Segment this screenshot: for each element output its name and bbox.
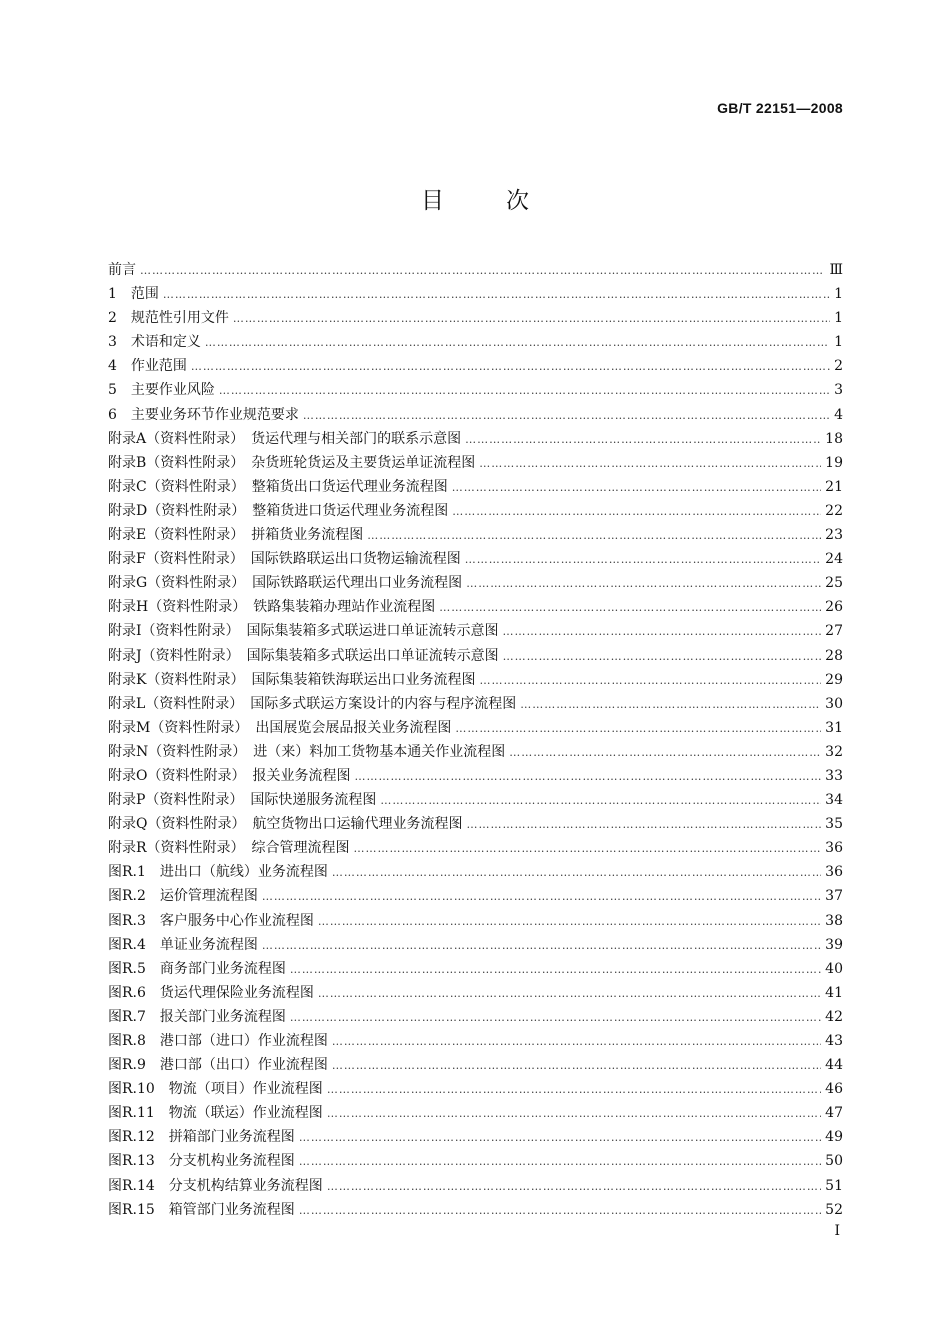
toc-entry[interactable] bbox=[108, 1125, 843, 1149]
toc-leader-dots bbox=[299, 1150, 821, 1174]
toc-leader-dots bbox=[509, 741, 821, 765]
toc-entry-label: 图R.3 客户服务中心作业流程图 bbox=[108, 912, 314, 929]
toc-entry[interactable] bbox=[108, 282, 843, 306]
toc-entry-page: 22 bbox=[825, 502, 843, 519]
toc-entry[interactable] bbox=[108, 668, 843, 692]
toc-entry-page: 28 bbox=[825, 647, 843, 664]
toc-entry-page: 46 bbox=[825, 1081, 843, 1098]
page-title: 目次 bbox=[421, 188, 591, 214]
toc-entry-page: 27 bbox=[825, 623, 843, 640]
toc-leader-dots bbox=[455, 717, 821, 741]
toc-entry-label: 图R.12 拼箱部门业务流程图 bbox=[108, 1129, 295, 1146]
toc-entry-label: 附录A（资料性附录） 货运代理与相关部门的联系示意图 bbox=[108, 430, 462, 447]
toc-entry-page: 2 bbox=[834, 358, 843, 375]
toc-entry-label: 5 主要作业风险 bbox=[108, 382, 215, 399]
toc-entry-page: 44 bbox=[825, 1057, 843, 1074]
toc-entry[interactable] bbox=[108, 788, 843, 812]
toc-entry-page: 50 bbox=[825, 1153, 843, 1170]
toc-entry-page: 19 bbox=[825, 454, 843, 471]
toc-entry-label: 附录G（资料性附录） 国际铁路联运代理出口业务流程图 bbox=[108, 575, 463, 592]
toc-entry-label: 附录B（资料性附录） 杂货班轮货运及主要货运单证流程图 bbox=[108, 454, 476, 471]
toc-entry-page: 30 bbox=[825, 695, 843, 712]
toc-entry-page: 1 bbox=[834, 286, 843, 303]
toc-leader-dots bbox=[380, 789, 821, 813]
toc-entry[interactable] bbox=[108, 981, 843, 1005]
toc-leader-dots bbox=[354, 765, 821, 789]
toc-entry[interactable] bbox=[108, 764, 843, 788]
toc-entry-label: 2 规范性引用文件 bbox=[108, 310, 229, 327]
toc-entry-label: 前言 bbox=[108, 262, 136, 278]
toc-leader-dots bbox=[262, 885, 821, 909]
toc-leader-dots bbox=[466, 572, 821, 596]
toc-entry-label: 图R.8 港口部（进口）作业流程图 bbox=[108, 1033, 328, 1049]
toc-entry[interactable] bbox=[108, 860, 843, 884]
toc-entry-label: 附录M（资料性附录） 出国展览会展品报关业务流程图 bbox=[108, 719, 452, 736]
toc-entry[interactable] bbox=[108, 933, 843, 957]
toc-entry-label: 附录F（资料性附录） 国际铁路联运出口货物运输流程图 bbox=[108, 551, 461, 568]
toc-leader-dots bbox=[205, 331, 830, 355]
toc-entry-label: 附录R（资料性附录） 综合管理流程图 bbox=[108, 840, 350, 857]
toc-leader-dots bbox=[479, 669, 821, 693]
toc-entry-label: 附录D（资料性附录） 整箱货进口货运代理业务流程图 bbox=[108, 502, 449, 519]
toc-entry-page: 23 bbox=[825, 527, 843, 544]
toc-entry-page: 4 bbox=[834, 406, 843, 423]
toc-entry-page: 21 bbox=[825, 478, 843, 495]
toc-entry[interactable] bbox=[108, 1005, 843, 1029]
toc-entry-page: Ⅲ bbox=[829, 262, 843, 278]
toc-leader-dots bbox=[299, 1126, 821, 1150]
toc-entry-page: 43 bbox=[825, 1033, 843, 1049]
toc-entry-label: 图R.1 进出口（航线）业务流程图 bbox=[108, 864, 328, 881]
toc-entry[interactable] bbox=[108, 1053, 843, 1077]
toc-entry-page: 41 bbox=[825, 984, 843, 1001]
toc-entry-label: 附录E（资料性附录） 拼箱货业务流程图 bbox=[108, 527, 364, 544]
toc-leader-dots bbox=[327, 1078, 821, 1102]
toc-entry-page: 51 bbox=[825, 1177, 843, 1194]
toc-leader-dots bbox=[327, 1175, 821, 1199]
toc-entry[interactable] bbox=[108, 1101, 843, 1125]
toc-entry-label: 附录P（资料性附录） 国际快递服务流程图 bbox=[108, 792, 377, 809]
toc-entry[interactable] bbox=[108, 547, 843, 571]
toc-entry-label: 图R.15 箱管部门业务流程图 bbox=[108, 1201, 295, 1218]
toc-leader-dots bbox=[332, 1054, 821, 1078]
toc-entry[interactable] bbox=[108, 595, 843, 619]
toc-leader-dots bbox=[503, 645, 822, 669]
toc-entry[interactable] bbox=[108, 812, 843, 836]
toc-entry-label: 图R.14 分支机构结算业务流程图 bbox=[108, 1177, 323, 1194]
toc-leader-dots bbox=[140, 259, 825, 283]
toc-leader-dots bbox=[354, 837, 822, 861]
toc-leader-dots bbox=[452, 476, 821, 500]
toc-entry[interactable] bbox=[108, 644, 843, 668]
toc-entry-page: 52 bbox=[825, 1201, 843, 1218]
toc-leader-dots bbox=[367, 524, 821, 548]
toc-leader-dots bbox=[290, 958, 821, 982]
toc-entry-page: 36 bbox=[825, 864, 843, 881]
toc-entry[interactable] bbox=[108, 403, 843, 427]
toc-entry-label: 附录Q（资料性附录） 航空货物出口运输代理业务流程图 bbox=[108, 816, 463, 833]
toc-entry-label: 图R.5 商务部门业务流程图 bbox=[108, 960, 286, 977]
toc-entry[interactable] bbox=[108, 884, 843, 908]
toc-entry-label: 附录C（资料性附录） 整箱货出口货运代理业务流程图 bbox=[108, 478, 448, 495]
table-of-contents bbox=[108, 258, 843, 1222]
toc-entry-page: 39 bbox=[825, 936, 843, 953]
toc-entry[interactable] bbox=[108, 619, 843, 643]
toc-entry-page: 38 bbox=[825, 912, 843, 929]
toc-entry-page: 31 bbox=[825, 719, 843, 736]
toc-entry-label: 图R.4 单证业务流程图 bbox=[108, 936, 258, 953]
toc-leader-dots bbox=[465, 428, 821, 452]
toc-entry-page: 26 bbox=[825, 599, 843, 616]
toc-entry-label: 图R.7 报关部门业务流程图 bbox=[108, 1008, 286, 1025]
toc-entry-page: 42 bbox=[825, 1008, 843, 1025]
toc-leader-dots bbox=[299, 1199, 821, 1223]
toc-leader-dots bbox=[163, 283, 830, 307]
toc-entry[interactable] bbox=[108, 740, 843, 764]
toc-entry-label: 附录L（资料性附录） 国际多式联运方案设计的内容与程序流程图 bbox=[108, 695, 517, 712]
toc-entry[interactable] bbox=[108, 1029, 843, 1053]
toc-entry[interactable] bbox=[108, 330, 843, 354]
toc-entry[interactable] bbox=[108, 523, 843, 547]
toc-entry[interactable] bbox=[108, 1198, 843, 1222]
toc-entry-label: 附录I（资料性附录） 国际集装箱多式联运进口单证流转示意图 bbox=[108, 623, 499, 640]
toc-entry[interactable] bbox=[108, 716, 843, 740]
toc-entry-page: 40 bbox=[825, 960, 843, 977]
toc-entry-page: 35 bbox=[825, 816, 843, 833]
toc-entry-page: 3 bbox=[834, 382, 843, 399]
toc-leader-dots bbox=[219, 379, 830, 403]
toc-entry[interactable] bbox=[108, 475, 843, 499]
toc-entry[interactable] bbox=[108, 836, 843, 860]
toc-entry-label: 附录H（资料性附录） 铁路集装箱办理站作业流程图 bbox=[108, 599, 436, 616]
toc-entry-label: 图R.9 港口部（出口）作业流程图 bbox=[108, 1057, 328, 1074]
toc-entry[interactable] bbox=[108, 427, 843, 451]
toc-entry-label: 3 术语和定义 bbox=[108, 334, 201, 351]
toc-entry-label: 图R.13 分支机构业务流程图 bbox=[108, 1153, 295, 1170]
toc-entry[interactable] bbox=[108, 499, 843, 523]
toc-leader-dots bbox=[290, 1006, 821, 1030]
toc-entry-page: 32 bbox=[825, 743, 843, 760]
toc-entry-page: 29 bbox=[825, 671, 843, 688]
toc-entry-page: 18 bbox=[825, 430, 843, 447]
toc-leader-dots bbox=[191, 355, 830, 379]
toc-entry-page: 33 bbox=[825, 767, 843, 784]
toc-leader-dots bbox=[327, 1102, 821, 1126]
toc-entry[interactable] bbox=[108, 571, 843, 595]
toc-entry-label: 图R.2 运价管理流程图 bbox=[108, 888, 258, 905]
toc-entry[interactable] bbox=[108, 258, 843, 282]
toc-entry[interactable] bbox=[108, 354, 843, 378]
toc-entry-label: 图R.10 物流（项目）作业流程图 bbox=[108, 1081, 323, 1098]
toc-entry-label: 附录O（资料性附录） 报关业务流程图 bbox=[108, 767, 351, 784]
toc-entry-label: 图R.6 货运代理保险业务流程图 bbox=[108, 984, 314, 1001]
toc-leader-dots bbox=[332, 861, 821, 885]
toc-entry-page: 47 bbox=[825, 1105, 843, 1122]
toc-entry-label: 4 作业范围 bbox=[108, 358, 187, 375]
toc-leader-dots bbox=[318, 910, 821, 934]
toc-entry-page: 34 bbox=[825, 792, 843, 809]
toc-entry-page: 24 bbox=[825, 551, 843, 568]
toc-entry[interactable] bbox=[108, 1149, 843, 1173]
toc-entry[interactable] bbox=[108, 957, 843, 981]
toc-leader-dots bbox=[439, 596, 821, 620]
toc-entry-page: 25 bbox=[825, 575, 843, 592]
toc-entry[interactable] bbox=[108, 909, 843, 933]
toc-leader-dots bbox=[466, 813, 821, 837]
toc-leader-dots bbox=[452, 500, 821, 524]
toc-leader-dots bbox=[479, 452, 821, 476]
toc-entry-label: 1 范围 bbox=[108, 286, 159, 303]
standard-number: GB/T 22151—2008 bbox=[717, 100, 843, 116]
toc-entry-label: 附录K（资料性附录） 国际集装箱铁海联运出口业务流程图 bbox=[108, 671, 476, 688]
toc-entry-page: 1 bbox=[834, 334, 843, 351]
toc-entry-page: 1 bbox=[834, 310, 843, 327]
toc-leader-dots bbox=[465, 548, 821, 572]
toc-entry[interactable] bbox=[108, 451, 843, 475]
toc-leader-dots bbox=[262, 934, 821, 958]
toc-entry[interactable] bbox=[108, 306, 843, 330]
toc-entry-label: 附录J（资料性附录） 国际集装箱多式联运出口单证流转示意图 bbox=[108, 647, 499, 664]
toc-entry-label: 图R.11 物流（联运）作业流程图 bbox=[108, 1105, 323, 1122]
toc-leader-dots bbox=[303, 404, 830, 428]
toc-entry[interactable] bbox=[108, 1174, 843, 1198]
toc-entry-page: 36 bbox=[825, 840, 843, 857]
toc-leader-dots bbox=[520, 693, 821, 717]
toc-leader-dots bbox=[318, 982, 821, 1006]
toc-entry-page: 37 bbox=[825, 888, 843, 905]
toc-leader-dots bbox=[233, 307, 830, 331]
toc-entry-label: 附录N（资料性附录） 进（来）料加工货物基本通关作业流程图 bbox=[108, 743, 506, 760]
toc-leader-dots bbox=[503, 620, 822, 644]
toc-leader-dots bbox=[332, 1030, 821, 1054]
toc-entry[interactable] bbox=[108, 1077, 843, 1101]
toc-entry[interactable] bbox=[108, 692, 843, 716]
toc-entry-page: 49 bbox=[825, 1129, 843, 1146]
toc-entry-label: 6 主要业务环节作业规范要求 bbox=[108, 406, 299, 423]
toc-entry[interactable] bbox=[108, 378, 843, 402]
page-number: Ⅰ bbox=[834, 1223, 840, 1239]
